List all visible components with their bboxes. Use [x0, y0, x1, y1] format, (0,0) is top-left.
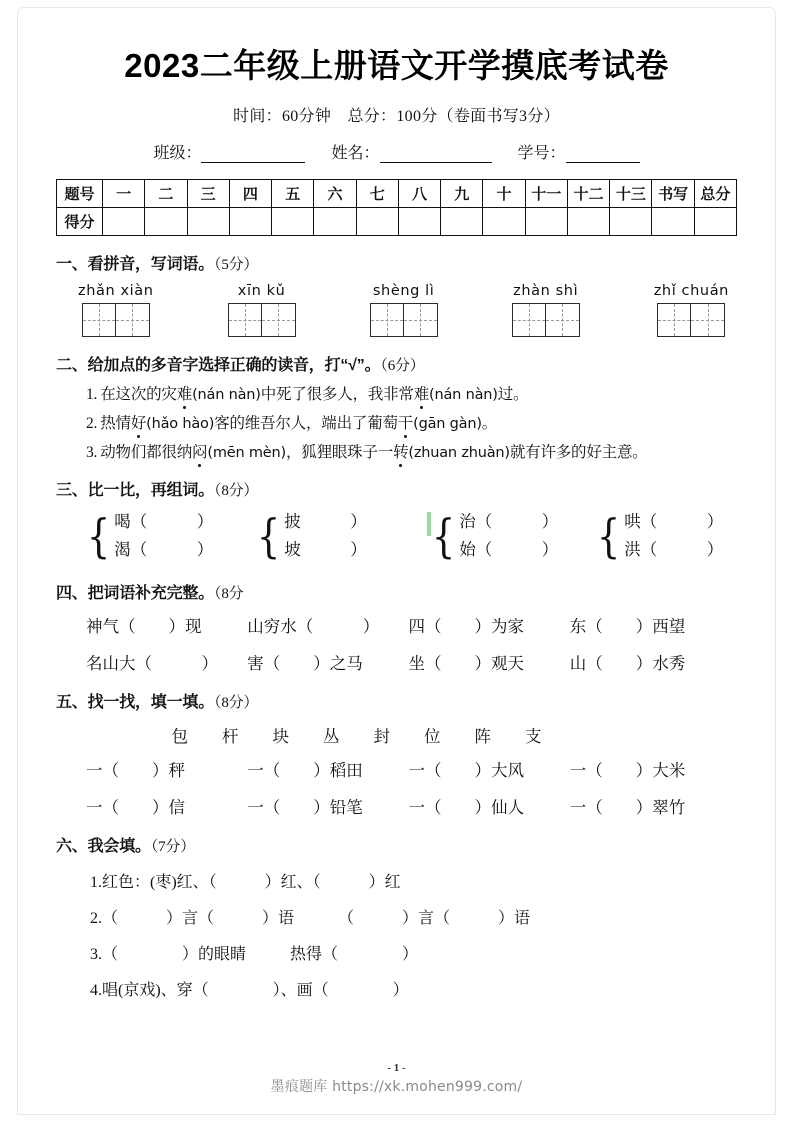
grid-cell[interactable]: [546, 303, 580, 337]
col-header-4: 四: [229, 180, 271, 208]
score-cell-1[interactable]: [103, 208, 145, 236]
compare-word-row: [56, 508, 737, 565]
brace-group-1: [84, 508, 254, 565]
col-header-7: 七: [356, 180, 398, 208]
measure-word-cell[interactable]: 一（ ）铅笔: [247, 797, 363, 817]
brace-line-top[interactable]: 哄（ ）: [624, 512, 724, 532]
exam-page: [18, 8, 775, 1114]
curly-brace-icon: {: [256, 508, 281, 563]
section-1-points: （5分）: [214, 257, 259, 274]
item-text[interactable]: 唱(京戏)、穿（ ）、画（ ）: [102, 981, 409, 999]
brace-group-4: [594, 508, 723, 565]
section-5-points: （8分）: [214, 694, 259, 711]
word-bank-item[interactable]: 块: [272, 726, 289, 746]
pinyin-label-4: zhàn shì: [513, 283, 579, 300]
grid-cell[interactable]: [691, 303, 725, 337]
measure-word-cell[interactable]: 一（ ）大米: [569, 760, 686, 780]
grid-cell[interactable]: [262, 303, 296, 337]
pinyin-item-3: [370, 283, 438, 337]
section-6: [56, 833, 737, 1000]
brace-column: [624, 508, 723, 565]
score-cell-12[interactable]: [567, 208, 609, 236]
tianzige-grid-1[interactable]: [82, 303, 150, 337]
grid-cell[interactable]: [657, 303, 691, 337]
name-blank[interactable]: [380, 150, 492, 163]
highlight-mark: [427, 512, 431, 536]
pinyin-label-3: shèng lì: [372, 283, 435, 300]
col-header-3: 三: [187, 180, 229, 208]
brace-group-2: [254, 508, 429, 565]
score-cell-11[interactable]: [525, 208, 567, 236]
col-header-10: 十: [483, 180, 525, 208]
measure-word-grid: [56, 757, 737, 818]
pinyin-label-1: zhǎn xiàn: [78, 283, 154, 300]
section-5-title: [56, 689, 737, 712]
list-item: [86, 444, 737, 462]
list-item: [90, 905, 737, 928]
section-5: [56, 689, 737, 818]
section-3: [56, 477, 737, 565]
section-2-title: [56, 352, 737, 375]
page-title: 2023二年级上册语文开学摸底考试卷: [124, 47, 669, 84]
list-item: [90, 941, 737, 964]
col-header-9: 九: [441, 180, 483, 208]
score-cell-2[interactable]: [145, 208, 187, 236]
exam-meta-line: 时间：60分钟 总分：100分（卷面书写3分）: [233, 108, 560, 126]
idiom-cell[interactable]: 害（ ）之马: [247, 653, 363, 673]
pinyin-item-1: [78, 283, 154, 337]
emphasis-dot-char: 难: [413, 386, 430, 404]
col-header-handwriting: 书写: [652, 180, 694, 208]
brace-line-bottom[interactable]: 洪（ ）: [624, 540, 724, 560]
curly-brace-icon: {: [431, 508, 456, 563]
pinyin-item-2: [228, 283, 296, 337]
word-bank-item[interactable]: 封: [373, 726, 390, 746]
grid-cell[interactable]: [404, 303, 438, 337]
brace-group-3: [429, 508, 594, 565]
score-cell-7[interactable]: [356, 208, 398, 236]
idiom-cell[interactable]: 坐（ ）观天: [408, 653, 524, 673]
emphasis-dot-char: 闷: [192, 444, 208, 462]
pinyin-choice[interactable]: (gān gàn): [413, 416, 482, 433]
tianzige-grid-3[interactable]: [370, 303, 438, 337]
item-number: 1.: [86, 386, 98, 404]
emphasis-dot-char: 干: [397, 415, 414, 433]
pinyin-writing-row: [56, 283, 737, 337]
section-3-points: （8分）: [214, 483, 259, 500]
item-number: 4.: [90, 981, 102, 999]
brace-line-top[interactable]: 喝（ ）: [114, 512, 214, 532]
polyphone-sentence-list: [56, 386, 737, 462]
fill-in-list: [56, 869, 737, 1000]
word-bank: [56, 723, 737, 747]
word-bank-item[interactable]: 支: [525, 726, 542, 746]
section-3-title: [56, 477, 737, 500]
score-cell-3[interactable]: [187, 208, 229, 236]
idiom-cell[interactable]: 山穷水（ ）: [247, 616, 380, 636]
section-6-points: （7分）: [150, 838, 196, 855]
item-text[interactable]: （ ）言（ ）语: [102, 909, 295, 927]
word-bank-item[interactable]: 阵: [474, 726, 491, 746]
emphasis-dot-char: 转: [393, 444, 409, 462]
word-bank-item[interactable]: 包: [171, 726, 188, 746]
measure-word-cell[interactable]: 一（ ）秤: [86, 760, 185, 780]
brace-column: [284, 508, 367, 565]
item-text[interactable]: （ ）的眼睛: [102, 945, 247, 963]
section-1: [56, 251, 737, 337]
brace-line-bottom[interactable]: 始（ ）: [459, 540, 559, 560]
student-id-blank[interactable]: [566, 150, 640, 163]
item-number: 2.: [86, 415, 98, 433]
section-3-heading: 三、比一比，再组词。: [56, 482, 215, 500]
idiom-cell[interactable]: 神气（ ）现: [86, 616, 202, 636]
score-cell-5[interactable]: [272, 208, 314, 236]
score-cell-total[interactable]: [694, 208, 736, 236]
class-label: 班级：: [153, 145, 202, 163]
score-cell-9[interactable]: [441, 208, 483, 236]
brace-column: [114, 508, 213, 565]
class-field[interactable]: [153, 140, 305, 163]
pinyin-item-5: [654, 283, 729, 337]
word-bank-item[interactable]: 丛: [323, 726, 340, 746]
emphasis-dot-char: 难: [176, 386, 193, 404]
list-item: [86, 415, 737, 433]
tianzige-grid-5[interactable]: [657, 303, 725, 337]
item-text-secondary[interactable]: （ ）言（ ）语: [338, 909, 531, 927]
score-cell-handwriting[interactable]: [652, 208, 694, 236]
section-1-heading: 一、看拼音，写词语。: [56, 256, 215, 274]
table-row-question-numbers: [57, 180, 737, 208]
section-1-title: [56, 251, 737, 274]
measure-word-cell[interactable]: 一（ ）稻田: [247, 760, 363, 780]
name-label: 姓名：: [331, 145, 380, 163]
section-4-points: （8分: [214, 585, 244, 602]
pinyin-choice[interactable]: (nán nàn): [192, 387, 261, 404]
section-5-heading: 五、找一找，填一填。: [56, 693, 215, 711]
col-header-12: 十二: [567, 180, 609, 208]
pinyin-label-5: zhǐ chuán: [653, 283, 729, 300]
item-number: 3.: [90, 945, 102, 963]
score-cell-8[interactable]: [398, 208, 440, 236]
grid-cell[interactable]: [228, 303, 262, 337]
curly-brace-icon: {: [596, 508, 621, 563]
brace-column: [459, 508, 558, 565]
section-4: [56, 580, 737, 674]
col-header-8: 八: [398, 180, 440, 208]
col-header-total: 总分: [694, 180, 736, 208]
pinyin-choice[interactable]: (nán nàn): [429, 387, 498, 404]
brace-line-top[interactable]: 治（ ）: [459, 512, 559, 532]
pinyin-choice[interactable]: (zhuan zhuàn): [408, 445, 510, 462]
col-header-11: 十一: [525, 180, 567, 208]
item-text[interactable]: 红色：(枣)红、（ ）红、（ ）红: [102, 873, 401, 891]
section-2: [56, 352, 737, 462]
name-field[interactable]: [331, 140, 491, 163]
item-number: 2.: [90, 909, 102, 927]
curly-brace-icon: {: [86, 508, 111, 563]
idiom-completion-grid: [56, 613, 737, 674]
score-cell-10[interactable]: [483, 208, 525, 236]
item-text-secondary[interactable]: 热得（ ）: [290, 945, 419, 963]
pinyin-choice[interactable]: (mēn mèn): [207, 445, 286, 462]
pinyin-choice[interactable]: (hǎo hào): [146, 416, 215, 433]
col-header-5: 五: [272, 180, 314, 208]
measure-word-cell[interactable]: 一（ ）信: [86, 797, 185, 817]
section-6-heading: 六、我会填。: [56, 837, 151, 855]
item-number: 3.: [86, 444, 98, 462]
grid-cell[interactable]: [512, 303, 546, 337]
score-cell-4[interactable]: [229, 208, 271, 236]
item-number: 1.: [90, 873, 102, 891]
sentence-text: 动物们都很纳闷(mēn mèn)，狐狸眼珠子一转(zhuan zhuàn)就有许多的好主意。: [100, 444, 648, 462]
sentence-text: 热情好(hǎo hào)客的维吾尔人，端出了葡萄干(gān gàn)。: [100, 415, 498, 433]
list-item: [86, 386, 737, 404]
idiom-cell[interactable]: 名山大（ ）: [86, 653, 218, 673]
student-id-label: 学号：: [517, 145, 566, 163]
measure-word-cell[interactable]: 一（ ）翠竹: [569, 797, 686, 817]
col-header-2: 二: [145, 180, 187, 208]
emphasis-dot-char: 好: [130, 415, 147, 433]
idiom-cell[interactable]: 山（ ）水秀: [569, 653, 686, 673]
grid-cell[interactable]: [370, 303, 404, 337]
section-4-title: [56, 580, 737, 603]
list-item: [90, 977, 737, 1000]
row-label-question-number: 题号: [57, 180, 103, 208]
score-cell-6[interactable]: [314, 208, 356, 236]
page-number: - 1 -: [387, 1062, 406, 1074]
idiom-cell[interactable]: 四（ ）为家: [408, 616, 524, 636]
pinyin-label-2: xīn kǔ: [237, 283, 286, 300]
word-bank-item[interactable]: 位: [424, 726, 441, 746]
tianzige-grid-4[interactable]: [512, 303, 580, 337]
row-label-score: 得分: [57, 208, 103, 236]
brace-line-bottom[interactable]: 渴（ ）: [114, 540, 214, 560]
sentence-text: 在这次的灾难(nán nàn)中死了很多人，我非常难(nán nàn)过。: [100, 386, 529, 404]
grid-cell[interactable]: [116, 303, 150, 337]
table-row-scores: [57, 208, 737, 236]
col-header-13: 十三: [610, 180, 652, 208]
col-header-1: 一: [103, 180, 145, 208]
measure-word-cell[interactable]: 一（ ）仙人: [408, 797, 524, 817]
col-header-6: 六: [314, 180, 356, 208]
list-item: [90, 869, 737, 892]
score-table: [56, 179, 737, 236]
brace-line-bottom[interactable]: 坡 ）: [284, 540, 367, 560]
watermark: 墨痕题库 https://xk.mohen999.com/: [270, 1079, 523, 1095]
brace-line-top[interactable]: 披 ）: [284, 512, 367, 532]
section-2-heading: 二、给加点的多音字选择正确的读音，打“√”。: [56, 357, 381, 375]
word-bank-item[interactable]: 杆: [222, 726, 239, 746]
class-blank[interactable]: [201, 150, 305, 163]
score-cell-13[interactable]: [610, 208, 652, 236]
student-id-field[interactable]: [518, 140, 640, 163]
section-6-title: [56, 833, 737, 856]
tianzige-grid-2[interactable]: [228, 303, 296, 337]
measure-word-cell[interactable]: 一（ ）大风: [408, 760, 524, 780]
idiom-cell[interactable]: 东（ ）西望: [569, 616, 686, 636]
section-4-heading: 四、把词语补充完整。: [56, 584, 215, 602]
student-info-line: [56, 140, 737, 163]
grid-cell[interactable]: [82, 303, 116, 337]
section-2-points: （6分）: [380, 358, 425, 375]
pinyin-item-4: [512, 283, 580, 337]
